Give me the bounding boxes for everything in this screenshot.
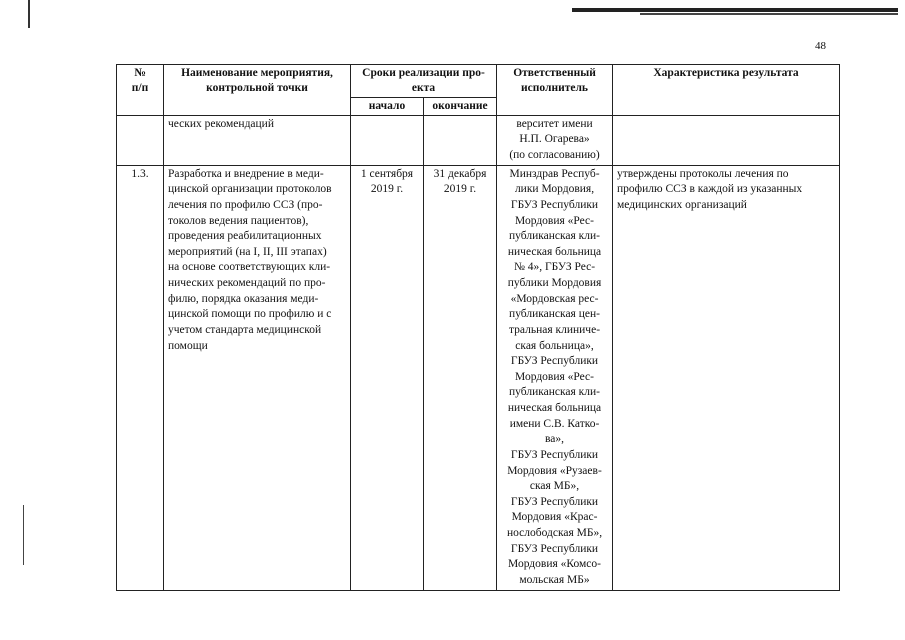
header-executor: Ответственный исполнитель [497,65,613,116]
cell-start [351,115,424,165]
table-header [117,65,840,116]
scan-left-mark [28,0,30,28]
scan-top-rule [572,8,898,12]
scan-left-mark-lower [23,505,24,565]
cell-executor: Минздрав Респуб- лики Мордовия, ГБУЗ Республики Мордовия «Рес- публиканская кли- ническая больница № 4», ГБУЗ Рес- публики Мордовия «Мордовская рес- публиканская цен- тральная клиниче- ская больница», ГБУЗ Республики Мордовия «Рес- публиканская кли- ническая больница имени С.В. Катко- ва», ГБУЗ Республики Мордовия «Рузаев- ская МБ», ГБУЗ Республики Мордовия «Крас- нослободская МБ», ГБУЗ Республики Мордовия «Комсо- мольская МБ» [497,165,613,590]
cell-start: 1 сентября 2019 г. [351,165,424,590]
activities-table [116,64,840,591]
cell-name: ческих рекомендаций [164,115,351,165]
cell-end: 31 декабря 2019 г. [424,165,497,590]
cell-name: Разработка и внедрение в меди- цинской организации протоколов лечения по профилю ССЗ (про- токолов ведения пациентов), проведения реабилитационных мероприятий (на I, II, III этапах) на основе соответствующих кли- нических рекомендаций по про- филю, порядка оказания меди- цинской помощи по профилю и с учетом стандарта медицинской помощи [164,165,351,590]
header-start: начало [351,97,424,115]
scan-top-rule-secondary [640,13,898,15]
cell-num: 1.3. [117,165,164,590]
cell-end [424,115,497,165]
cell-result: утверждены протоколы лечения по профилю ССЗ в каждой из указанных медицинских организаций [613,165,840,590]
page-number: 48 [815,40,826,52]
header-end: окончание [424,97,497,115]
header-name: Наименование мероприятия, контрольной точки [164,65,351,116]
cell-result [613,115,840,165]
header-terms: Сроки реализации про- екта [351,65,497,98]
table-body [117,115,840,590]
header-row [117,65,840,98]
header-result: Характеристика результата [613,65,840,116]
cell-num [117,115,164,165]
header-num: № п/п [117,65,164,116]
cell-executor: верситет имени Н.П. Огарева» (по согласованию) [497,115,613,165]
table-row [117,165,840,590]
table-row [117,115,840,165]
